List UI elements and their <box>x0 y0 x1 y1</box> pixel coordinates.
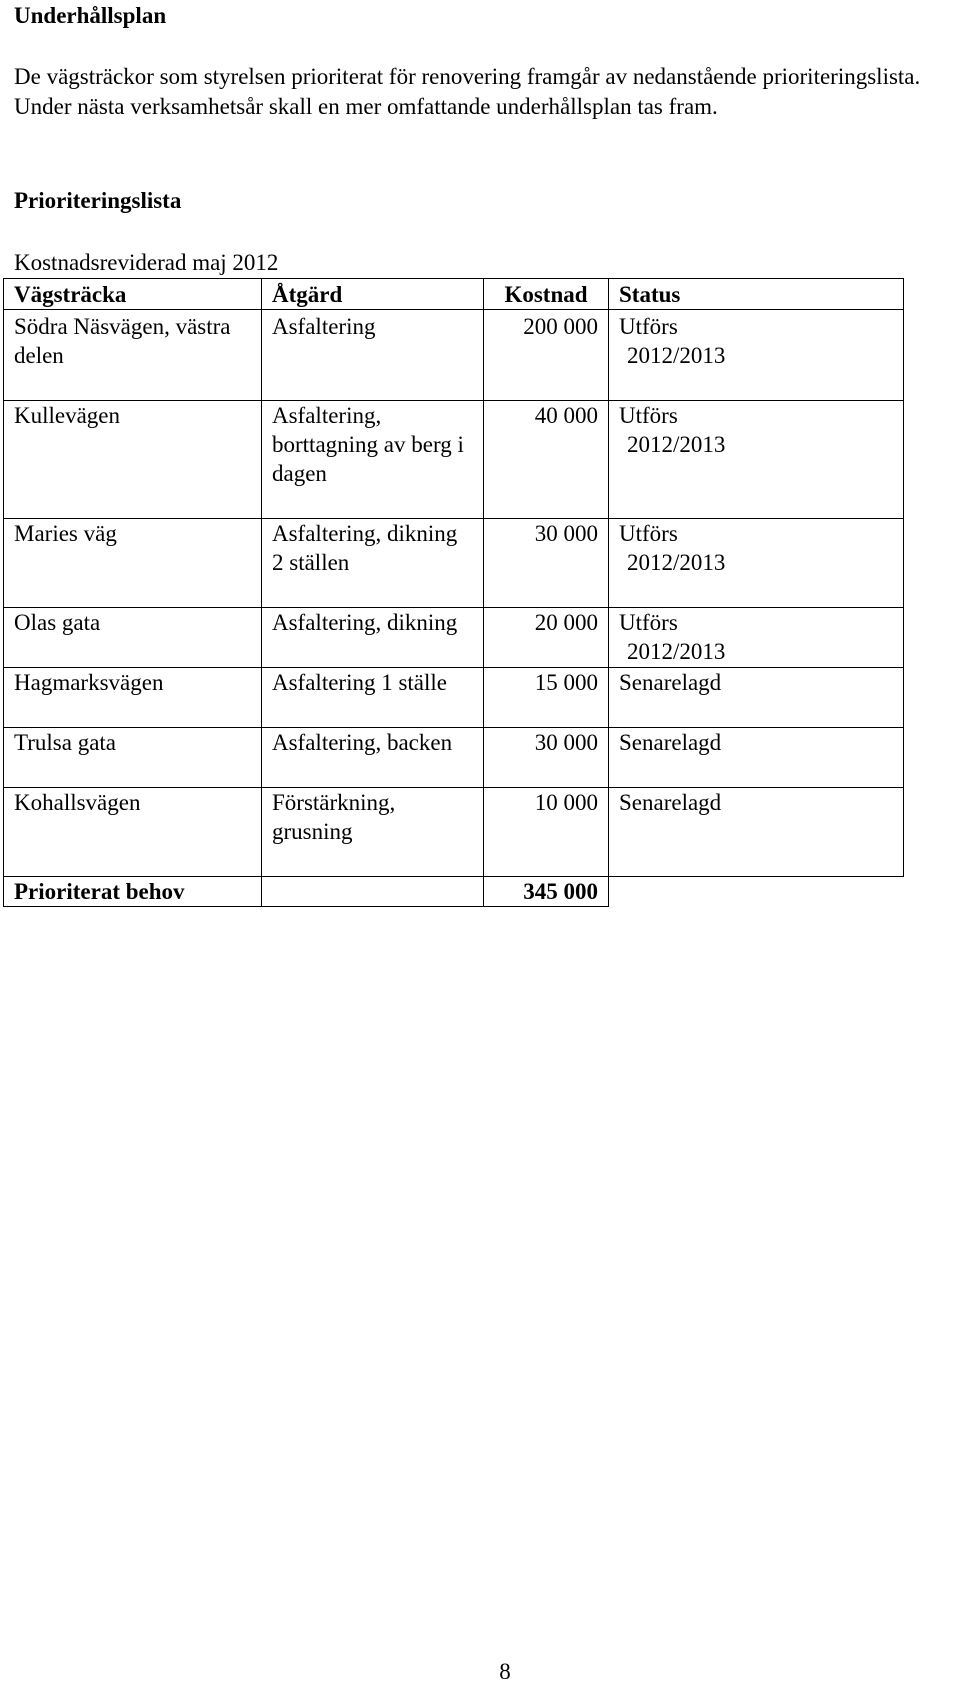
action-text: Förstärkning, grusning <box>272 790 396 844</box>
status-period: 2012/2013 <box>627 343 726 368</box>
cost-cell: 30 000 <box>484 519 609 608</box>
road-cell <box>4 668 262 728</box>
table-row <box>4 608 904 668</box>
table-row <box>4 519 904 608</box>
status-period: 2012/2013 <box>627 432 726 457</box>
action-cell: Asfaltering <box>262 310 484 401</box>
table-row <box>4 401 904 519</box>
road-name: Södra Näsvägen, västra delen <box>14 314 231 368</box>
total-empty-cell <box>262 877 484 907</box>
status-period: 2012/2013 <box>627 639 726 664</box>
priority-table <box>3 278 904 907</box>
total-status-empty <box>609 877 904 907</box>
header-action: Åtgärd <box>262 279 484 310</box>
table-row <box>4 788 904 877</box>
total-row <box>4 877 904 907</box>
status-cell <box>609 310 904 401</box>
road-name: Hagmarksvägen <box>14 670 164 695</box>
status-cell <box>609 519 904 608</box>
table-row <box>4 728 904 788</box>
action-text: Asfaltering, borttagning av berg i dagen <box>272 403 464 486</box>
road-cell <box>4 728 262 788</box>
total-value: 345 000 <box>484 877 609 907</box>
cost-cell: 200 000 <box>484 310 609 401</box>
status-text: Utförs <box>619 314 678 339</box>
status-period: 2012/2013 <box>627 550 726 575</box>
cost-cell: 40 000 <box>484 401 609 519</box>
action-cell: Asfaltering 1 ställe <box>262 668 484 728</box>
action-cell <box>262 608 484 668</box>
header-road: Vägsträcka <box>4 279 262 310</box>
status-text: Utförs <box>619 610 678 635</box>
road-cell <box>4 310 262 401</box>
action-cell <box>262 401 484 519</box>
status-cell <box>609 401 904 519</box>
table-row <box>4 310 904 401</box>
table-row <box>4 668 904 728</box>
action-text: Asfaltering, dikning 2 ställen <box>272 521 458 575</box>
action-cell <box>262 519 484 608</box>
road-cell: Olas gata <box>4 608 262 668</box>
header-status: Status <box>609 279 904 310</box>
status-text: Utförs <box>619 403 678 428</box>
action-cell <box>262 788 484 877</box>
action-text: Asfaltering, dikning <box>272 610 458 635</box>
status-cell: Senarelagd <box>609 668 904 728</box>
road-name: Trulsa gata <box>14 730 117 755</box>
header-cost: Kostnad <box>484 279 609 310</box>
road-cell: Kohallsvägen <box>4 788 262 877</box>
page-heading: Underhållsplan <box>14 3 167 28</box>
road-cell: Kullevägen <box>4 401 262 519</box>
status-text: Utförs <box>619 521 678 546</box>
cost-cell: 20 000 <box>484 608 609 668</box>
total-label: Prioriterat behov <box>4 877 262 907</box>
revision-note: Kostnadsreviderad maj 2012 <box>14 250 279 275</box>
cost-cell: 30 000 <box>484 728 609 788</box>
road-cell: Maries väg <box>4 519 262 608</box>
intro-paragraph: De vägsträckor som styrelsen prioriterat för renovering framgår av nedanstående prioriteringslista. Under nästa verksamhetsår skall en mer omfattande underhållsplan tas fram. <box>14 64 921 119</box>
status-cell: Senarelagd <box>609 788 904 877</box>
table-header-row <box>4 279 904 310</box>
cost-cell: 15 000 <box>484 668 609 728</box>
cost-cell: 10 000 <box>484 788 609 877</box>
action-cell: Asfaltering, backen <box>262 728 484 788</box>
page-number: 8 <box>499 1659 511 1684</box>
status-cell: Senarelagd <box>609 728 904 788</box>
status-cell <box>609 608 904 668</box>
section-heading: Prioriteringslista <box>14 188 182 213</box>
